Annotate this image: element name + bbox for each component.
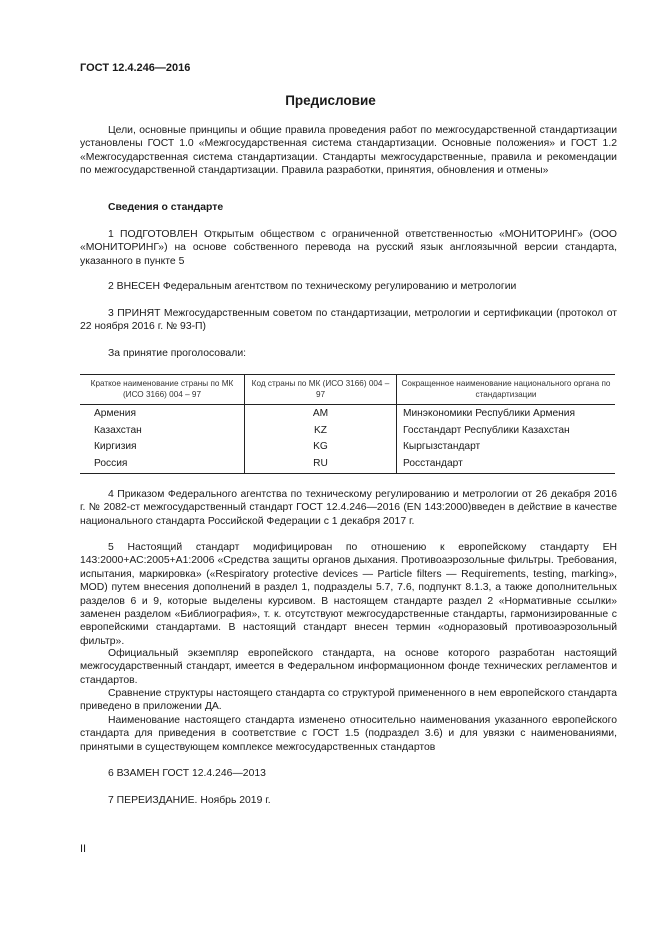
cell-standards-body: Кыргызстандарт: [397, 438, 616, 455]
cell-code: KG: [245, 438, 397, 455]
table-row: [80, 438, 615, 455]
cell-country: Россия: [80, 455, 245, 474]
intro-paragraph: Цели, основные принципы и общие правила проведения работ по межгосударственной стандартизации установлены ГОСТ 1.0 «Межгосударственная система стандартизации. Основные положения» и ГОСТ 1.2 «Межгосударственная система стандартизации. Стандарты межгосударственные, правила и рекомендации по межгосударственной стандартизации. Правила разработки, принятия, обновления и отмены»: [80, 125, 617, 177]
voting-countries-table: [80, 374, 615, 474]
item-5-modified: 5 Настоящий стандарт модифицирован по отношению к европейскому стандарту ЕН 143:2000+АС:2005+А1:2006 «Средства защиты органов дыхания. Противоаэрозольные фильтры. Требования, испытания, маркировка» («Respiratory protective devices — Particle filters — Requirements, testing, marking», MOD) путем внесения дополнений в раздел 1, подразделы 5.7, 7.6, подпункт 8.1.3, а также дополнительных разделов 6 и 9, которые выделены курсивом. В настоящем стандарте раздел 2 «Нормативные ссылки» заменен разделом «Библиография», т. к. отсутствуют межгосударственные стандарты, гармонизированные с европейскими стандартами. В настоящий стандарт внесен термин «одноразовый противоаэрозольный фильтр».: [80, 542, 617, 647]
cell-country: Казахстан: [94, 424, 142, 436]
official-copy-paragraph: Официальный экземпляр европейского стандарта, на основе которого разработан настоящий межгосударственный стандарт, имеется в Федеральном информационном фонде технических регламентов и стандартов.: [80, 648, 617, 686]
table-row: [80, 405, 615, 422]
item-2-submitted: 2 ВНЕСЕН Федеральным агентством по техническому регулированию и метрологии: [108, 281, 517, 292]
name-change-paragraph: Наименование настоящего стандарта изменено относительно наименования указанного европейского стандарта для приведения в соответствие с ГОСТ 1.5 (подраздел 3.6) и для увязки с наименованиями, принятыми в существующем комплексе межгосударственных стандартов: [80, 715, 617, 753]
cell-code: KZ: [245, 422, 397, 439]
structure-comparison-paragraph: Сравнение структуры настоящего стандарта со структурой примененного в нем европейского стандарта приведено в приложении ДА.: [80, 688, 617, 713]
cell-code: RU: [245, 455, 397, 474]
table-header-row: [80, 375, 615, 405]
page-title: Предисловие: [285, 93, 376, 108]
table-row: [80, 455, 615, 474]
header-code: Код страны по МК (ИСО 3166) 004 – 97: [245, 375, 397, 405]
cell-country: Армения: [94, 408, 136, 420]
section-heading: Сведения о стандарте: [108, 202, 224, 213]
item-1-prepared: 1 ПОДГОТОВЛЕН Открытым обществом с ограниченной ответственностью «МОНИТОРИНГ» (ООО «МОНИТОРИНГ») на основе собственного перевода на русский язык англоязычной версии стандарта, указанного в пункте 5: [80, 229, 617, 267]
header-standards-body: Сокращенное наименование национального органа по стандартизации: [397, 375, 616, 405]
table-row: [80, 422, 615, 439]
item-4-order: 4 Приказом Федерального агентства по техническому регулированию и метрологии от 26 декабря 2016 г. № 2082-ст межгосударственный стандарт ГОСТ 12.4.246—2016 (EN 143:2000)введен в действие в качестве национального стандарта Российской Федерации с 1 декабря 2017 г.: [80, 489, 617, 527]
page-number: II: [80, 843, 87, 855]
cell-country: Киргизия: [94, 441, 137, 453]
cell-standards-body: Росстандарт: [397, 455, 616, 474]
cell-standards-body: Госстандарт Республики Казахстан: [397, 422, 616, 439]
item-6-replaces: 6 ВЗАМЕН ГОСТ 12.4.246—2013: [108, 768, 266, 779]
header-country: Краткое наименование страны по МК (ИСО 3166) 004 – 97: [80, 375, 245, 405]
item-3-adopted: 3 ПРИНЯТ Межгосударственным советом по стандартизации, метрологии и сертификации (протокол от 22 ноября 2016 г. № 93-П): [80, 308, 617, 333]
cell-standards-body: Минэкономики Республики Армения: [397, 405, 616, 422]
standard-id-header: ГОСТ 12.4.246—2016: [80, 62, 191, 74]
cell-code: AM: [245, 405, 397, 422]
item-7-reissue: 7 ПЕРЕИЗДАНИЕ. Ноябрь 2019 г.: [108, 795, 271, 806]
voted-label: За принятие проголосовали:: [108, 348, 247, 359]
